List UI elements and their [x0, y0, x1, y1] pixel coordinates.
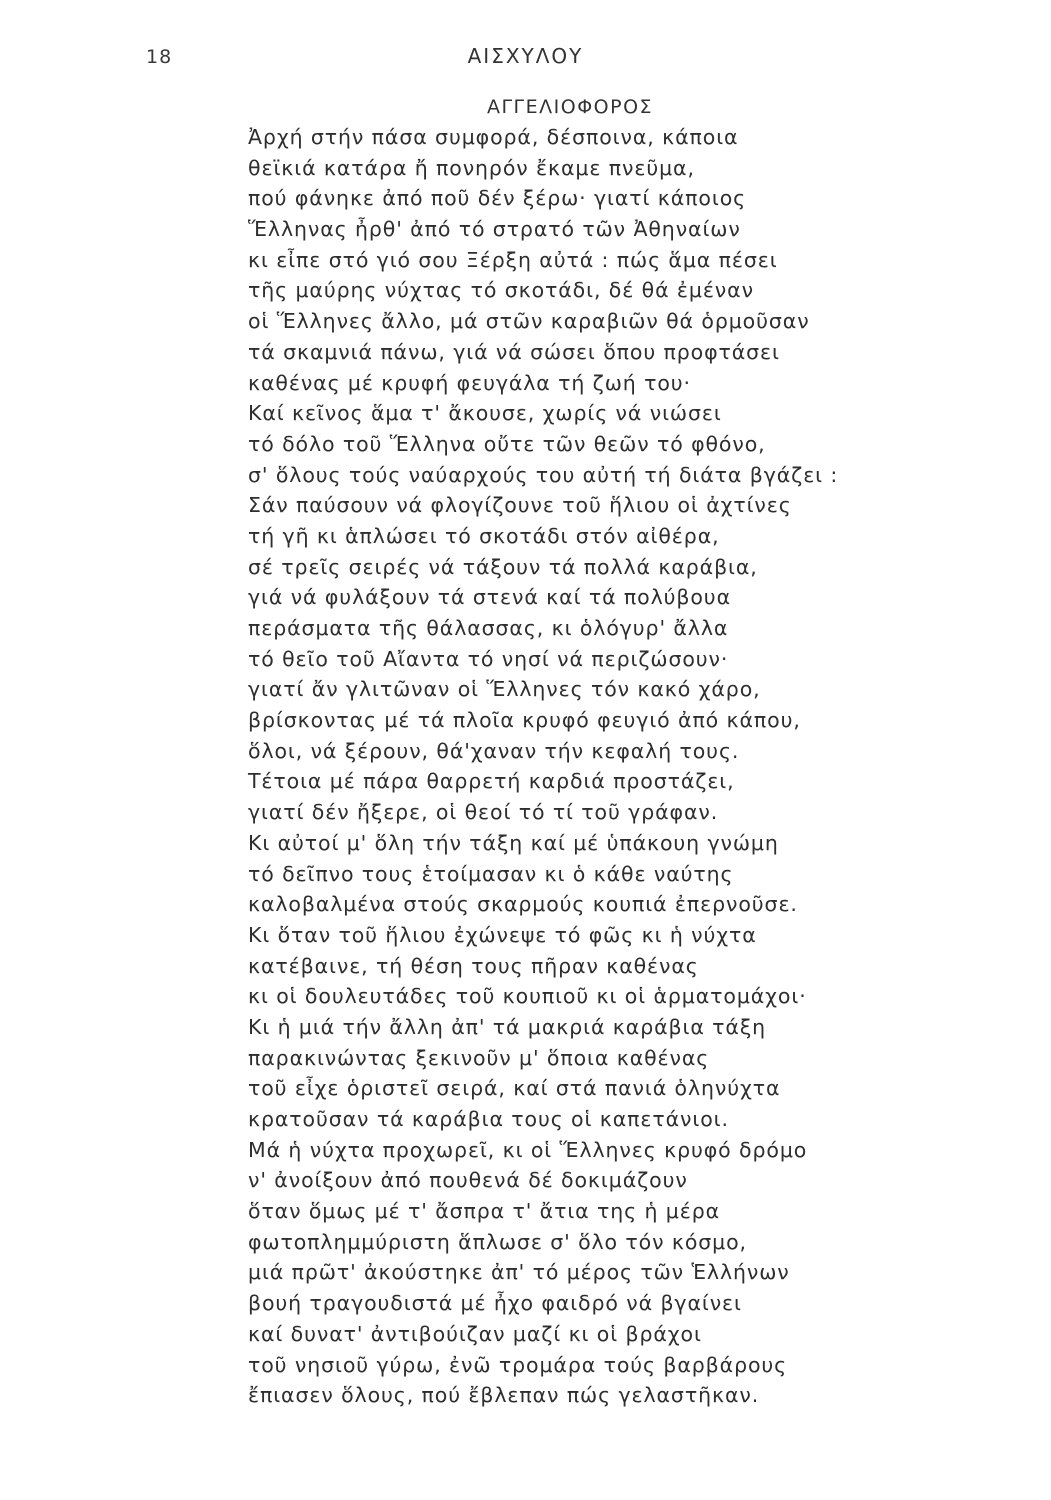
verse-line: ἔπιασεν ὅλους, πού ἔβλεπαν πώς γελαστῆκαν. [248, 1383, 760, 1408]
verse-line: γιατί ἄν γλιτῶναν οἱ Ἕλληνες τόν κακό χάρο, [248, 677, 761, 702]
verse-line: κατέβαινε, τή θέση τους πῆραν καθένας [248, 953, 699, 978]
verse-line: πού φάνηκε ἀπό ποῦ δέν ξέρω· γιατί κάποιος [248, 186, 747, 211]
verse-line: σέ τρεῖς σειρές νά τάξουν τά πολλά καράβια, [248, 554, 758, 579]
verse-line: κι εἶπε στό γιό σου Ξέρξη αὐτά : πώς ἅμα πέσει [248, 247, 778, 272]
verse-line: παρακινώντας ξεκινοῦν μ' ὅποια καθένας [248, 1045, 710, 1070]
verse-line: γιά νά φυλάξουν τά στενά καί τά πολύβουα [248, 585, 731, 610]
verse-line: Κι αὐτοί μ' ὅλη τήν τάξη καί μέ ὑπάκουη γνώμη [248, 830, 779, 855]
verse-line: βρίσκοντας μέ τά πλοῖα κρυφό φευγιό ἀπό κάπου, [248, 708, 801, 733]
verse-line: Μά ἡ νύχτα προχωρεῖ, κι οἱ Ἕλληνες κρυφό δρόμο [248, 1137, 808, 1162]
verse-line: καθένας μέ κρυφή φευγάλα τή ζωή του· [248, 370, 691, 395]
verse-text [248, 122, 1028, 1411]
verse-line: Κι ὅταν τοῦ ἥλιου ἐχώνεψε τό φῶς κι ἡ νύχτα [248, 922, 757, 947]
verse-line: Καί κεῖνος ἅμα τ' ἄκουσε, χωρίς νά νιώσει [248, 401, 722, 426]
verse-line: μιά πρῶτ' ἀκούστηκε ἀπ' τό μέρος τῶν Ἑλλήνων [248, 1260, 790, 1285]
speaker-heading: ΑΓΓΕΛΙΟΦΟΡΟΣ [486, 96, 654, 118]
verse-line: οἱ Ἕλληνες ἄλλο, μά στῶν καραβιῶν θά ὁρμοῦσαν [248, 309, 810, 334]
verse-line: Τέτοια μέ πάρα θαρρετή καρδιά προστάζει, [248, 769, 735, 794]
running-head: ΑΙΣΧΥΛΟΥ [467, 44, 584, 68]
verse-line: Ἕλληνας ἦρθ' ἀπό τό στρατό τῶν Ἀθηναίων [248, 217, 741, 242]
verse-line: Ἀρχή στήν πάσα συμφορά, δέσποινα, κάποια [248, 125, 739, 149]
verse-line: θεϊκιά κατάρα ἤ πονηρόν ἔκαμε πνεῦμα, [248, 155, 695, 180]
verse-line: κι οἱ δουλευτάδες τοῦ κουπιοῦ κι οἱ ἁρματομάχοι· [248, 984, 807, 1009]
verse-line: Κι ἡ μιά τήν ἄλλη ἀπ' τά μακριά καράβια τάξη [248, 1014, 767, 1039]
verse-line: περάσματα τῆς θάλασσας, κι ὁλόγυρ' ἄλλα [248, 616, 729, 640]
verse-line: ν' ἀνοίξουν ἀπό πουθενά δέ δοκιμάζουν [248, 1168, 688, 1193]
verse-line: τοῦ εἶχε ὁριστεῖ σειρά, καί στά πανιά ὁληνύχτα [248, 1076, 781, 1101]
verse-line: γιατί δέν ἤξερε, οἱ θεοί τό τί τοῦ γράφαν. [248, 800, 719, 825]
verse-line: βουή τραγουδιστά μέ ἦχο φαιδρό νά βγαίνει [248, 1291, 742, 1316]
verse-line: τῆς μαύρης νύχτας τό σκοτάδι, δέ θά ἐμέναν [248, 278, 754, 303]
verse-line: φωτοπλημμύριστη ἅπλωσε σ' ὅλο τόν κόσμο, [248, 1229, 747, 1254]
verse-line: τά σκαμνιά πάνω, γιά νά σώσει ὅπου προφτάσει [248, 339, 780, 364]
verse-line: τή γῆ κι ἁπλώσει τό σκοτάδι στόν αἰθέρα, [248, 523, 720, 548]
verse-line: ὅλοι, νά ξέρουν, θά'χαναν τήν κεφαλή τους. [248, 738, 740, 763]
verse-line: κρατοῦσαν τά καράβια τους οἱ καπετάνιοι. [248, 1107, 729, 1131]
verse-line: καλοβαλμένα στούς σκαρμούς κουπιά ἐπερνοῦσε. [248, 892, 798, 917]
verse-line: ὅταν ὅμως μέ τ' ἄσπρα τ' ἄτια της ἡ μέρα [248, 1199, 721, 1224]
verse-line: τό θεῖο τοῦ Αἴαντα τό νησί νά περιζώσουν· [248, 646, 729, 671]
page-number: 18 [146, 46, 173, 68]
verse-line: τό δεῖπνο τους ἑτοίμασαν κι ὁ κάθε ναύτης [248, 861, 734, 886]
verse-line: καί δυνατ' ἀντιβούιζαν μαζί κι οἱ βράχοι [248, 1321, 702, 1346]
verse-line: τό δόλο τοῦ Ἕλληνα οὔτε τῶν θεῶν τό φθόνο, [248, 431, 766, 456]
verse-line: Σάν παύσουν νά φλογίζουνε τοῦ ἥλιου οἱ ἀχτίνες [248, 493, 792, 518]
verse-line: τοῦ νησιοῦ γύρω, ἐνῶ τρομάρα τούς βαρβάρους [248, 1352, 788, 1377]
verse-line: σ' ὅλους τούς ναύαρχούς του αὐτή τή διάτα βγάζει : [248, 462, 839, 487]
